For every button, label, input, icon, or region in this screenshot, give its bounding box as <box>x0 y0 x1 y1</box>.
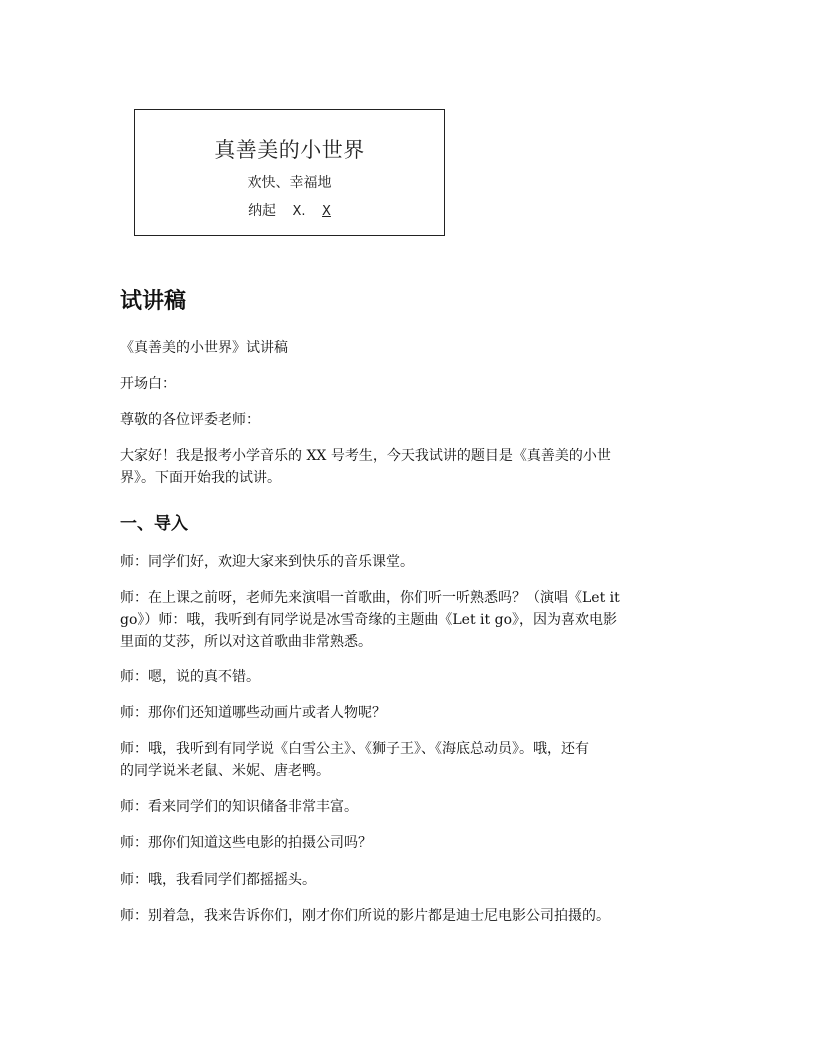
credit-name-initial: X. <box>292 204 306 219</box>
song-sheet-box <box>134 109 445 236</box>
dialogue-paragraph-4: 师：那你们还知道哪些动画片或者人物呢？ <box>120 705 386 721</box>
credit-name-surname: X <box>322 204 331 219</box>
opening-label: 开场白： <box>120 376 176 392</box>
intro-line: 大家好！我是报考小学音乐的 XX 号考生，今天我试讲的题目是《真善美的小世 <box>120 448 611 464</box>
intro-paragraph <box>120 445 700 489</box>
document-subtitle: 《真善美的小世界》试讲稿 <box>120 340 288 356</box>
paragraph-line: go》）师：哦，我听到有同学说是冰雪奇缘的主题曲《Let it go》，因为喜欢电影 <box>120 612 617 628</box>
intro-line: 界》。下面开始我的试讲。 <box>120 470 281 486</box>
document-heading: 试讲稿 <box>120 289 187 314</box>
paragraph-line: 里面的艾莎，所以对这首歌曲非常熟悉。 <box>120 634 372 650</box>
section-heading-intro: 一、导入 <box>120 514 188 534</box>
paragraph-line: 师：哦，我听到有同学说《白雪公主》、《狮子王》、《海底总动员》。哦，还有 <box>120 741 589 757</box>
dialogue-paragraph-1: 师：同学们好，欢迎大家来到快乐的音乐课堂。 <box>120 554 414 570</box>
song-credit <box>135 200 444 220</box>
song-tempo-marking: 欢快、幸福地 <box>247 175 332 191</box>
paragraph-line: 师：在上课之前呀，老师先来演唱一首歌曲，你们听一听熟悉吗？（演唱《Let it <box>120 590 620 606</box>
dialogue-paragraph-5 <box>120 738 700 782</box>
dialogue-paragraph-8: 师：哦，我看同学们都摇摇头。 <box>120 872 316 888</box>
dialogue-paragraph-6: 师：看来同学们的知识储备非常丰富。 <box>120 799 358 815</box>
dialogue-paragraph-9: 师：别着急，我来告诉你们，刚才你们所说的影片都是迪士尼电影公司拍摄的。 <box>120 908 610 924</box>
greeting: 尊敬的各位评委老师： <box>120 412 260 428</box>
paragraph-line: 的同学说米老鼠、米妮、唐老鸭。 <box>120 763 330 779</box>
dialogue-paragraph-3: 师：嗯，说的真不错。 <box>120 669 260 685</box>
dialogue-paragraph-7: 师：那你们知道这些电影的拍摄公司吗？ <box>120 835 372 851</box>
credit-label: 纳起 <box>248 203 277 219</box>
dialogue-paragraph-2 <box>120 587 700 653</box>
song-title: 真善美的小世界 <box>214 138 365 162</box>
